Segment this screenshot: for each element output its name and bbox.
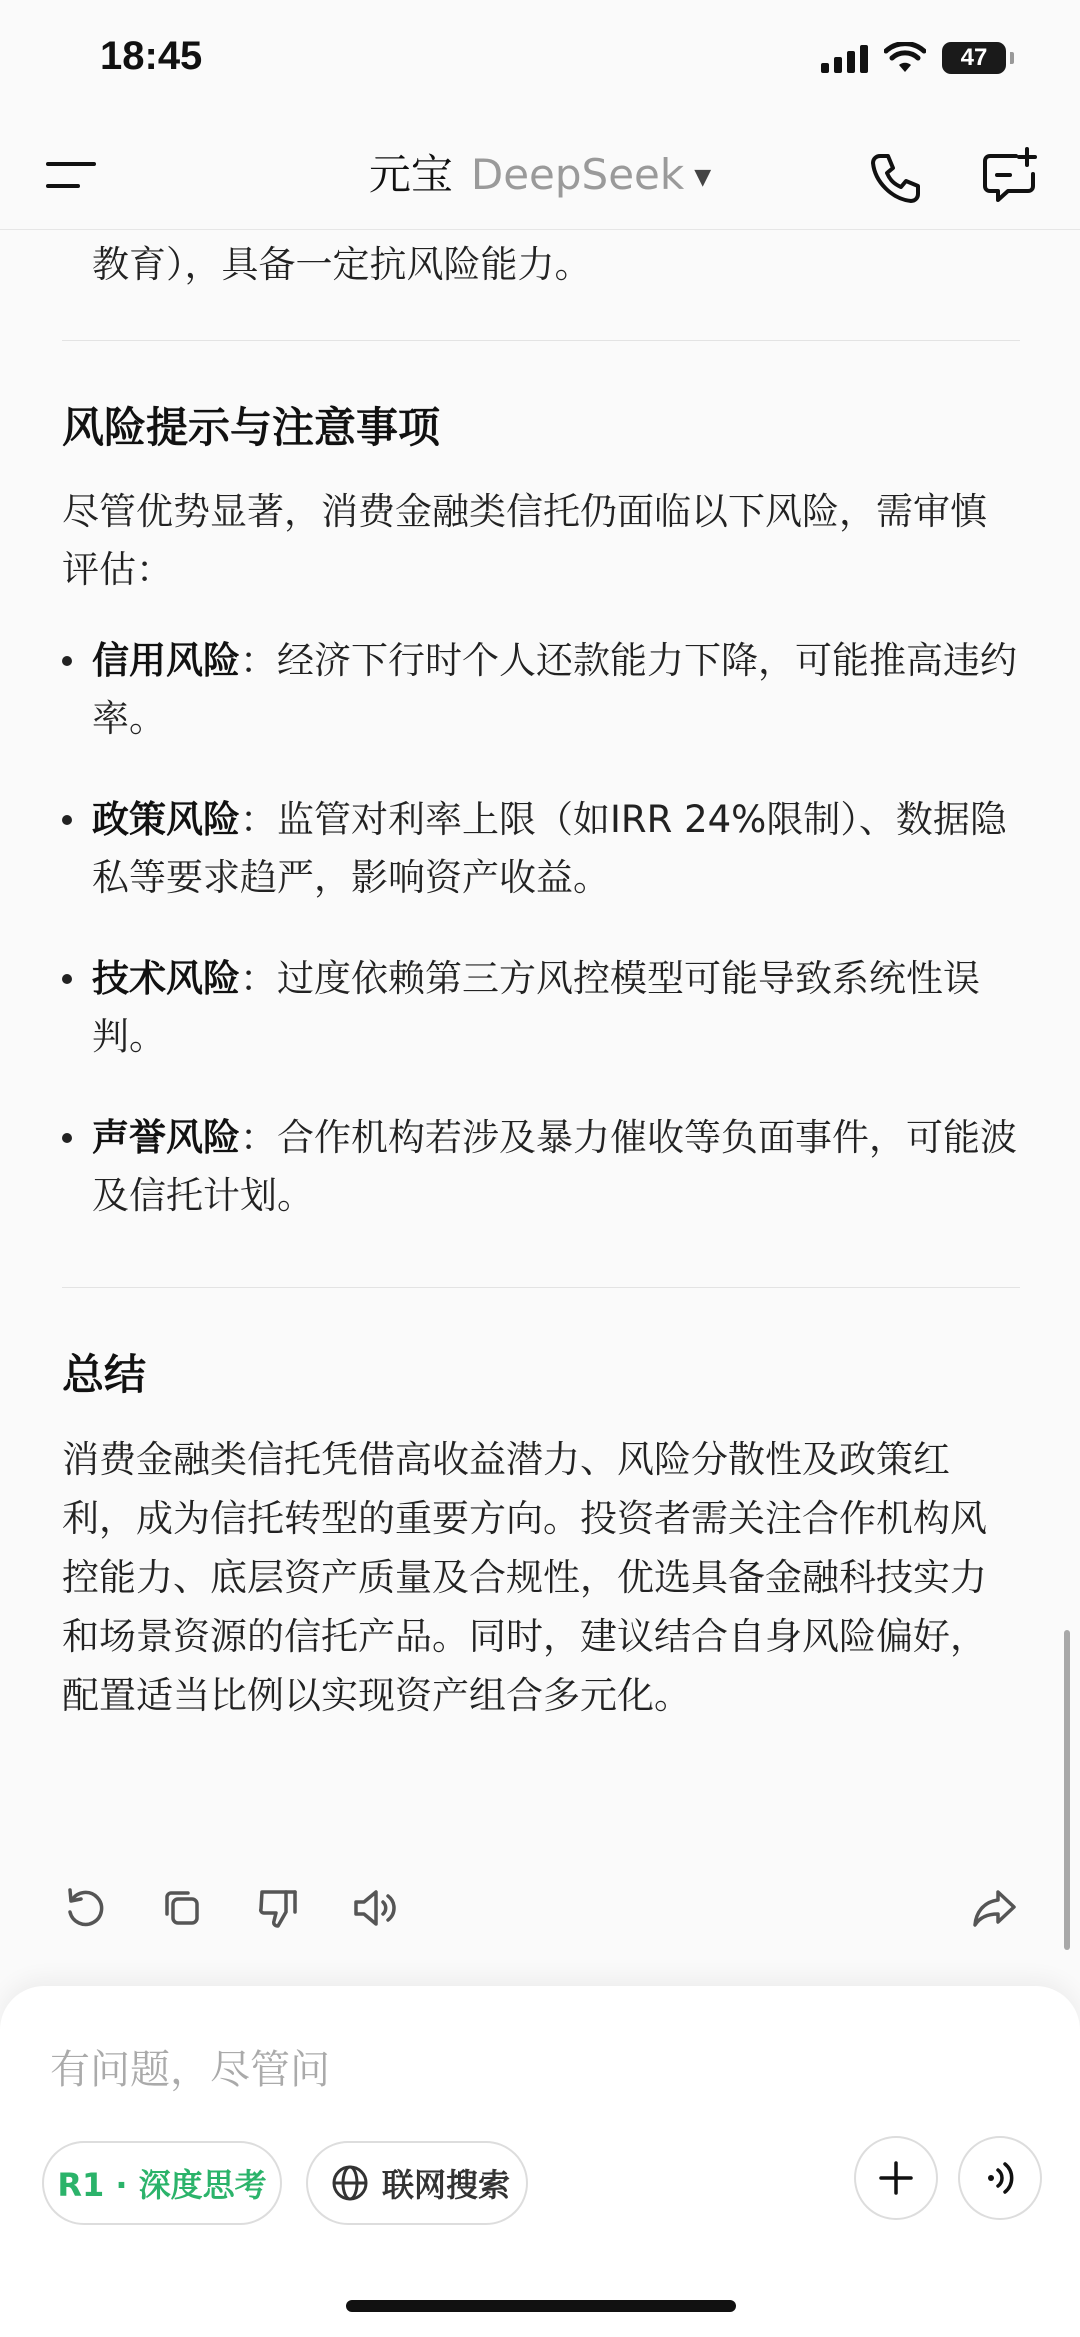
deep-think-toggle[interactable] <box>42 2141 282 2225</box>
globe-icon <box>330 2163 370 2203</box>
model-name: DeepSeek <box>470 150 685 199</box>
regenerate-button[interactable] <box>58 1880 114 1936</box>
risk-label: 政策风险 <box>92 798 240 841</box>
battery-icon <box>942 42 1006 74</box>
phone-icon <box>866 148 926 208</box>
attach-button[interactable] <box>854 2136 938 2220</box>
scrollbar[interactable] <box>1064 1630 1070 1950</box>
new-chat-button[interactable] <box>980 146 1040 206</box>
web-search-label: 联网搜索 <box>382 2166 511 2204</box>
risk-text: ：监管对利率上限（如IRR 24%限制）、数据隐私等要求趋严，影响资产收益。 <box>92 798 1007 899</box>
voice-call-button[interactable] <box>866 148 926 208</box>
deep-think-label: R1 · 深度思考 <box>57 2166 267 2204</box>
risk-label: 信用风险 <box>92 639 240 682</box>
dislike-button[interactable] <box>250 1880 306 1936</box>
battery-nub <box>1010 52 1014 64</box>
thumbs-down-icon <box>250 1880 306 1936</box>
list-item <box>62 1109 1022 1225</box>
list-item <box>62 791 1022 907</box>
copy-button[interactable] <box>154 1880 210 1936</box>
list-item <box>62 632 1022 748</box>
plus-icon <box>876 2158 916 2198</box>
risk-label: 声誉风险 <box>92 1116 240 1159</box>
app-title: 元宝 <box>368 150 453 199</box>
bullet-dot <box>62 815 72 825</box>
risk-heading: 风险提示与注意事项 <box>62 403 441 452</box>
web-search-toggle[interactable] <box>306 2141 528 2225</box>
risk-text: ：过度依赖第三方风控模型可能导致系统性误判。 <box>92 957 980 1058</box>
bullet-dot <box>62 656 72 666</box>
summary-heading: 总结 <box>62 1350 147 1399</box>
copy-icon <box>154 1880 210 1936</box>
wifi-icon <box>884 42 926 74</box>
share-button[interactable] <box>966 1880 1022 1936</box>
list-item <box>62 950 1022 1066</box>
message-actions <box>0 1870 1080 1950</box>
continued-text: 教育），具备一定抗风险能力。 <box>92 243 592 286</box>
app-header <box>0 120 1080 230</box>
status-icons <box>821 42 1014 74</box>
voice-wave-icon <box>978 2156 1022 2200</box>
caret-down-icon: ▼ <box>694 164 712 190</box>
battery-level: 47 <box>960 44 988 71</box>
risk-text: ：合作机构若涉及暴力催收等负面事件，可能波及信托计划。 <box>92 1116 1017 1217</box>
risk-intro: 尽管优势显著，消费金融类信托仍面临以下风险，需审慎评估： <box>62 490 987 591</box>
home-indicator <box>346 2300 736 2312</box>
message-input[interactable]: 有问题，尽管问 <box>50 2047 330 2093</box>
section-divider <box>62 340 1020 341</box>
risk-label: 技术风险 <box>92 957 240 1000</box>
summary-text: 消费金融类信托凭借高收益潜力、风险分散性及政策红利，成为信托转型的重要方向。投资者需关注合作机构风控能力、底层资产质量及合规性，优选具备金融科技实力和场景资源的信托产品。同时，建议结合自身风险偏好，配置适当比例以实现资产组合多元化。 <box>62 1438 987 1717</box>
bullet-dot <box>62 974 72 984</box>
read-aloud-button[interactable] <box>348 1880 404 1936</box>
speaker-icon <box>348 1880 404 1936</box>
share-icon <box>966 1880 1022 1936</box>
bullet-dot <box>62 1133 72 1143</box>
cellular-signal-icon <box>821 43 868 73</box>
message-composer <box>0 1986 1080 2337</box>
status-time: 18:45 <box>100 34 203 78</box>
risk-text: ：经济下行时个人还款能力下降，可能推高违约率。 <box>92 639 1017 740</box>
risk-list <box>62 632 1022 1268</box>
section-divider <box>62 1287 1020 1288</box>
refresh-icon <box>58 1880 114 1936</box>
voice-input-button[interactable] <box>958 2136 1042 2220</box>
status-bar <box>0 0 1080 120</box>
new-chat-icon <box>980 146 1040 206</box>
chat-message <box>0 230 1080 1990</box>
